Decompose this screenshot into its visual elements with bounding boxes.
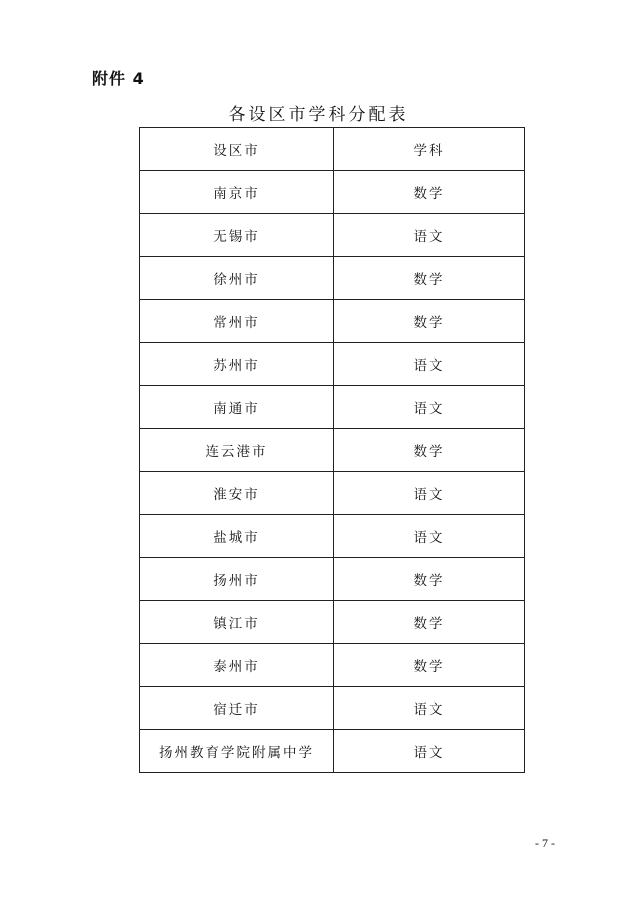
subject-cell: 语文 <box>334 472 525 515</box>
subject-cell: 语文 <box>334 386 525 429</box>
allocation-table <box>139 127 525 773</box>
table-row <box>140 429 525 472</box>
city-cell: 无锡市 <box>140 214 334 257</box>
subject-cell: 数学 <box>334 257 525 300</box>
table-row <box>140 257 525 300</box>
table-header-row <box>140 128 525 171</box>
table-body <box>140 128 525 773</box>
document-title: 各设区市学科分配表 <box>228 105 409 125</box>
subject-cell: 数学 <box>334 171 525 214</box>
city-cell: 苏州市 <box>140 343 334 386</box>
subject-cell: 数学 <box>334 429 525 472</box>
table-row <box>140 300 525 343</box>
table-row <box>140 343 525 386</box>
city-cell: 镇江市 <box>140 601 334 644</box>
table-row <box>140 687 525 730</box>
table-row <box>140 472 525 515</box>
table-row <box>140 171 525 214</box>
header-subject: 学科 <box>334 128 525 171</box>
city-cell: 扬州市 <box>140 558 334 601</box>
subject-cell: 语文 <box>334 343 525 386</box>
page-number: - 7 - <box>535 836 555 850</box>
city-cell: 南京市 <box>140 171 334 214</box>
city-cell: 常州市 <box>140 300 334 343</box>
table-row <box>140 730 525 773</box>
table-row <box>140 558 525 601</box>
subject-cell: 数学 <box>334 300 525 343</box>
city-cell: 宿迁市 <box>140 687 334 730</box>
city-cell: 淮安市 <box>140 472 334 515</box>
subject-cell: 数学 <box>334 644 525 687</box>
table-row <box>140 386 525 429</box>
subject-cell: 语文 <box>334 515 525 558</box>
city-cell: 南通市 <box>140 386 334 429</box>
header-city: 设区市 <box>140 128 334 171</box>
attachment-label: 附件 4 <box>92 69 145 88</box>
table-row <box>140 515 525 558</box>
subject-cell: 语文 <box>334 730 525 773</box>
table-row <box>140 644 525 687</box>
subject-cell: 数学 <box>334 558 525 601</box>
city-cell: 连云港市 <box>140 429 334 472</box>
table-row <box>140 214 525 257</box>
city-cell: 徐州市 <box>140 257 334 300</box>
table-row <box>140 601 525 644</box>
city-cell: 扬州教育学院附属中学 <box>140 730 334 773</box>
subject-cell: 语文 <box>334 214 525 257</box>
subject-cell: 语文 <box>334 687 525 730</box>
city-cell: 泰州市 <box>140 644 334 687</box>
subject-cell: 数学 <box>334 601 525 644</box>
city-cell: 盐城市 <box>140 515 334 558</box>
